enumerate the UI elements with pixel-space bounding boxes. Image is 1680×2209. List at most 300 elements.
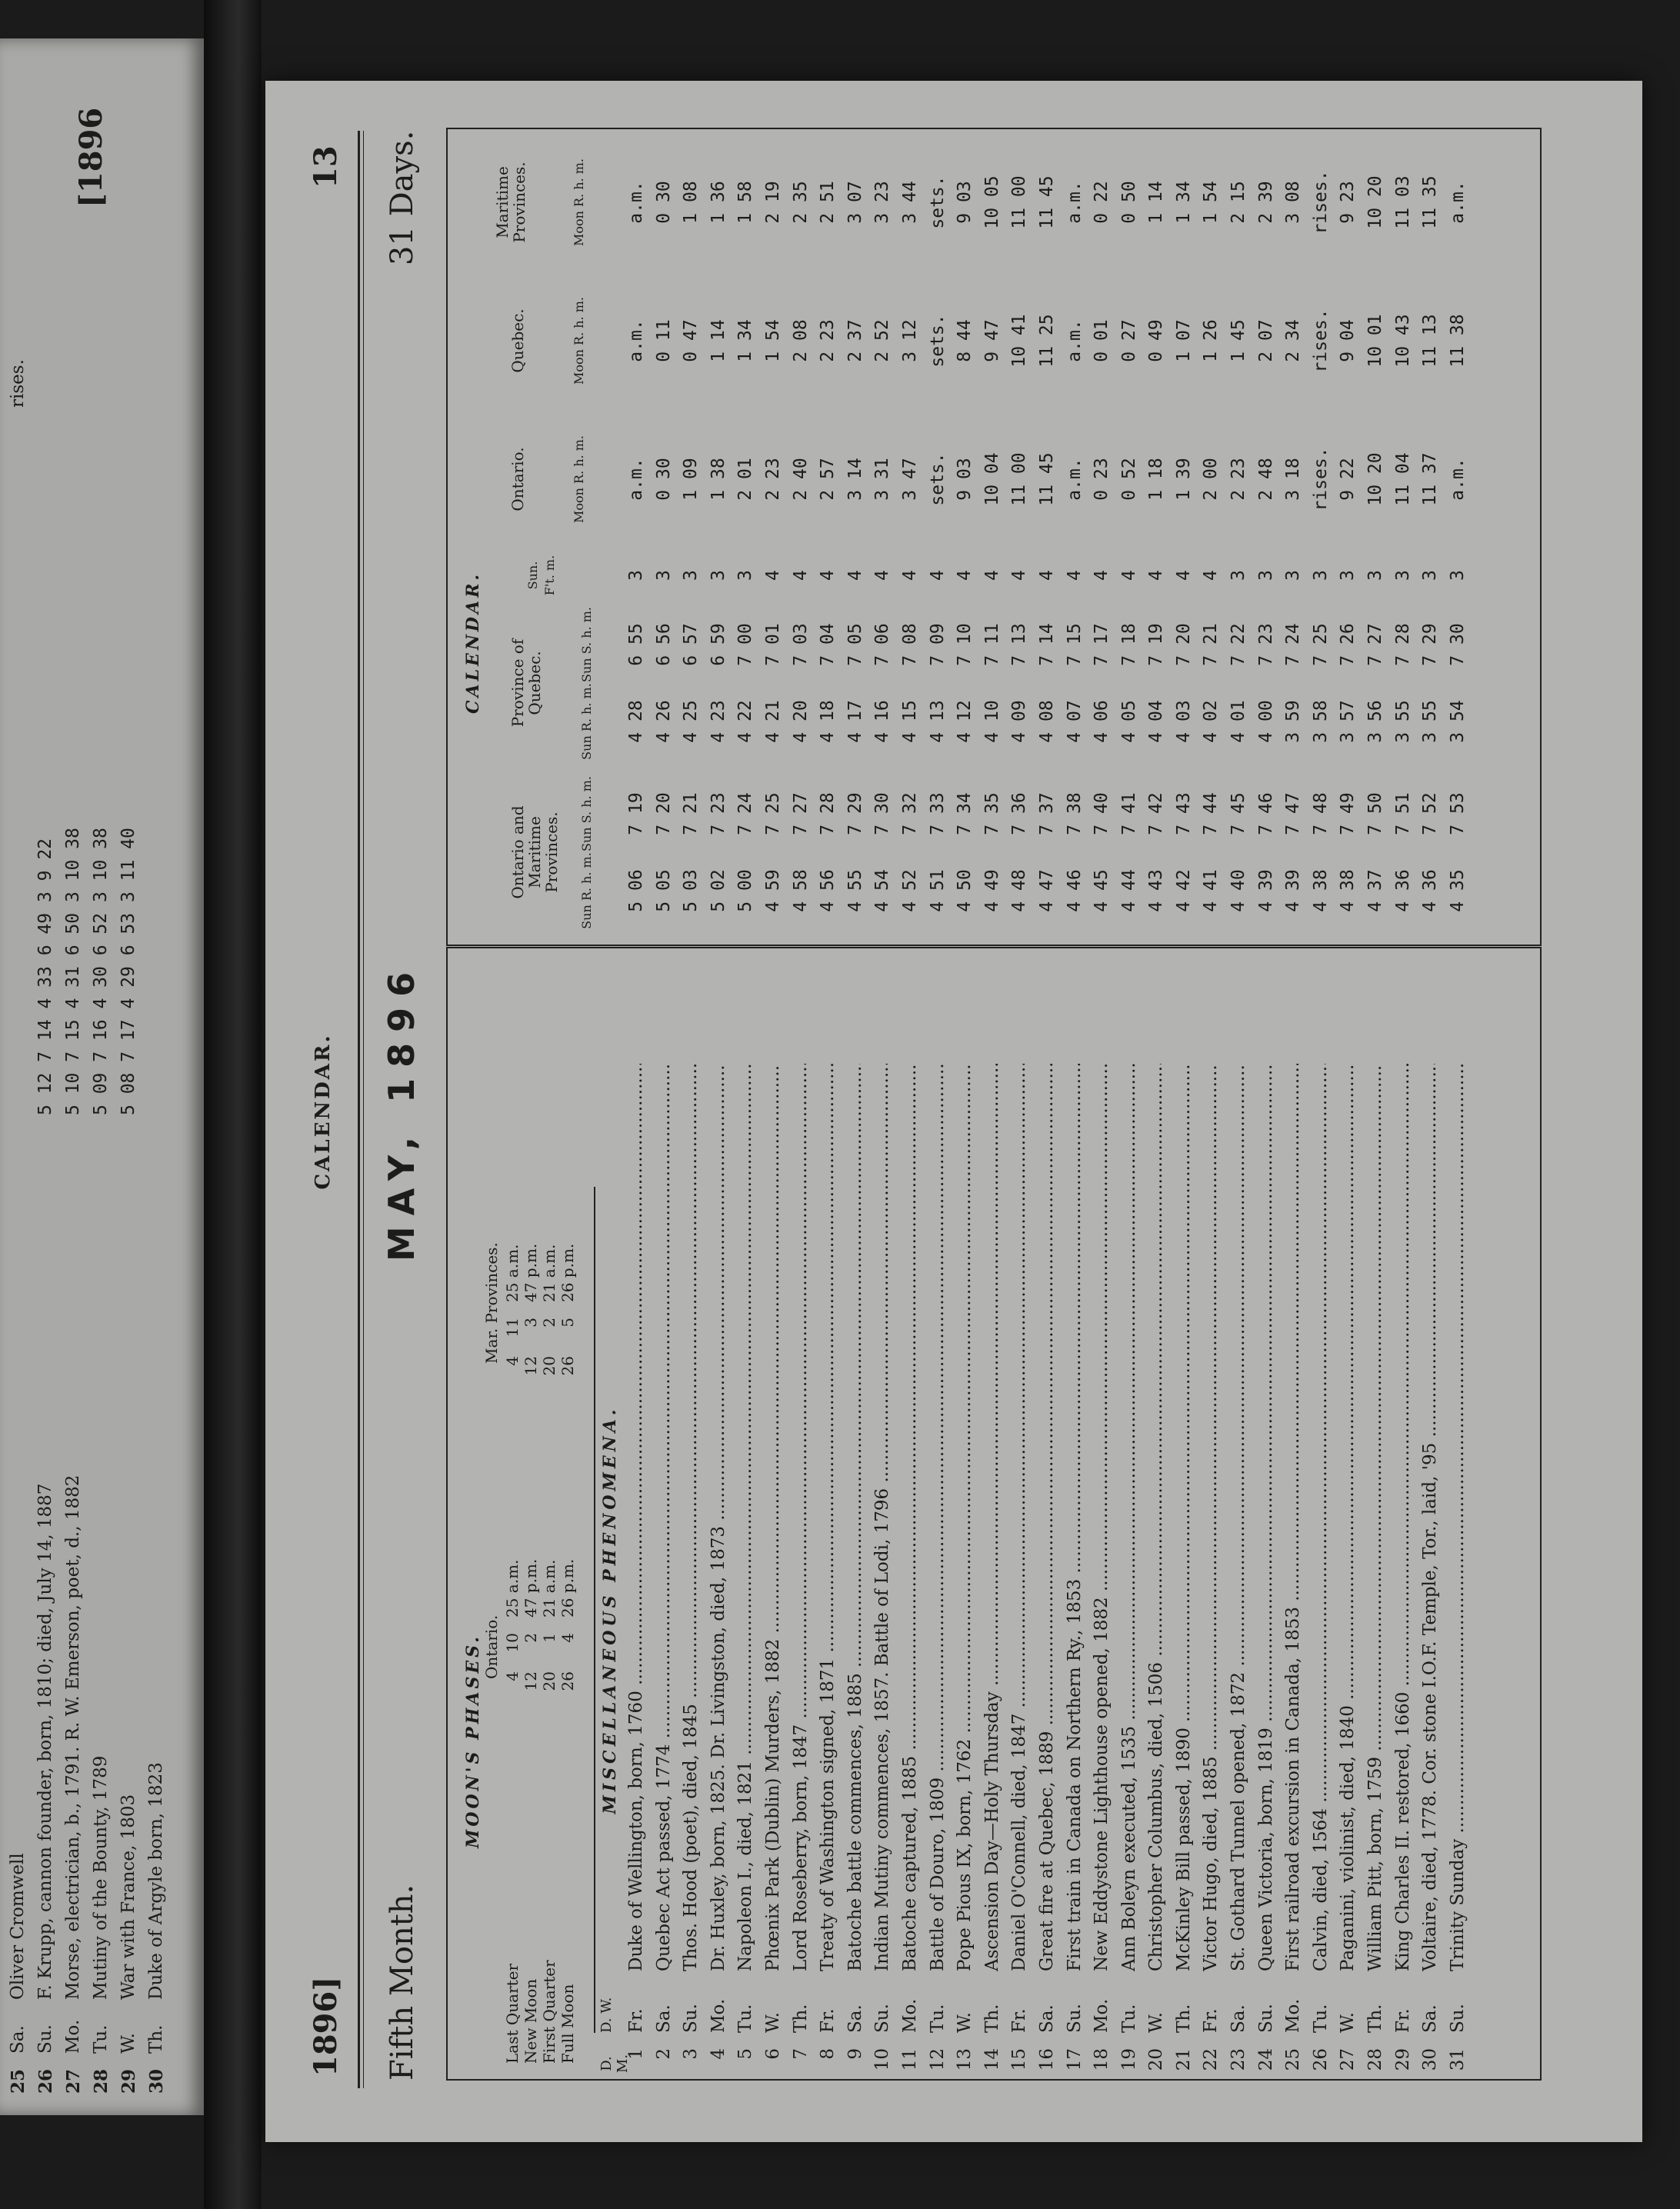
cell-qsr: 4 12 bbox=[955, 700, 975, 743]
cell-qm: 11 38 bbox=[1447, 314, 1468, 368]
previous-row bbox=[35, 331, 63, 2100]
cell-om: 2 48 bbox=[1255, 458, 1276, 501]
cell-qsr: 4 02 bbox=[1201, 700, 1222, 743]
month-label: Fifth Month. bbox=[385, 1884, 420, 2081]
cell-qm: 2 23 bbox=[818, 319, 838, 362]
table-row bbox=[654, 129, 682, 945]
day-of-month: 5 bbox=[735, 2048, 756, 2060]
cell-osr: 4 42 bbox=[1173, 869, 1194, 912]
cell-om: 1 39 bbox=[1173, 458, 1194, 501]
cell-mm: 3 08 bbox=[1283, 181, 1304, 224]
cell-ft: 4 bbox=[1092, 570, 1112, 581]
prev-event: Duke of Argyle born, 1823 bbox=[146, 1762, 166, 2000]
cell-om: 10 20 bbox=[1365, 452, 1386, 506]
table-row bbox=[872, 129, 900, 945]
cell-ft: 3 bbox=[1228, 570, 1249, 581]
event-text: Phœnix Park (Dublin) Murders, 1882 ..... bbox=[763, 1064, 783, 1971]
cell-qss: 7 22 bbox=[1228, 623, 1249, 666]
cell-ft: 3 bbox=[1310, 570, 1331, 581]
cell-qm: 11 25 bbox=[1036, 314, 1057, 368]
cell-qsr: 4 18 bbox=[818, 700, 838, 743]
cell-qss: 6 55 bbox=[626, 623, 646, 666]
cell-mm: 3 44 bbox=[899, 181, 920, 224]
phase-ont-min: 21 a.m. bbox=[540, 1559, 558, 1618]
phase-mar-day: 26 bbox=[558, 1356, 577, 1376]
cell-qsr: 4 00 bbox=[1255, 700, 1276, 743]
cell-qsr: 4 10 bbox=[982, 700, 1002, 743]
cell-qm: 1 54 bbox=[762, 319, 783, 362]
table-row bbox=[1146, 129, 1174, 945]
day-of-week: Fr. bbox=[1201, 2008, 1222, 2033]
table-row bbox=[818, 129, 845, 945]
table-row bbox=[791, 948, 818, 2079]
cell-om: 11 37 bbox=[1420, 452, 1441, 506]
cell-om: 11 04 bbox=[1392, 452, 1413, 506]
phase-mar-day: 20 bbox=[540, 1356, 558, 1376]
phase-day: 20 bbox=[540, 1671, 558, 1691]
cell-oss: 7 46 bbox=[1255, 792, 1276, 835]
table-row bbox=[1119, 948, 1147, 2079]
phase-day: 12 bbox=[522, 1671, 540, 1691]
table-row bbox=[818, 948, 845, 2079]
cell-oss: 7 49 bbox=[1338, 792, 1358, 835]
cell-osr: 4 51 bbox=[927, 869, 948, 912]
cell-om: 10 04 bbox=[982, 452, 1002, 506]
day-of-week: Sa. bbox=[1420, 2004, 1441, 2033]
cell-qsr: 4 23 bbox=[708, 700, 728, 743]
prev-dw: Su. bbox=[35, 2024, 55, 2054]
phase-day: 26 bbox=[558, 1671, 577, 1691]
day-of-month: 24 bbox=[1255, 2048, 1276, 2071]
cell-om: 9 03 bbox=[955, 458, 975, 501]
cell-qsr: 4 20 bbox=[790, 700, 811, 743]
day-of-month: 18 bbox=[1092, 2048, 1112, 2071]
phase-name: Last Quarter bbox=[503, 1963, 522, 2064]
previous-page-header: [1896 bbox=[73, 107, 109, 208]
cell-qss: 7 09 bbox=[927, 623, 948, 666]
table-row bbox=[1065, 948, 1092, 2079]
misc-phenomena-title: MISCELLANEOUS PHENOMENA. bbox=[594, 1187, 620, 2033]
prev-times: 5 08 7 17 4 29 6 53 3 11 40 bbox=[118, 828, 138, 1115]
day-of-week: Fr. bbox=[1392, 2008, 1413, 2033]
cell-om: a.m. bbox=[1064, 458, 1085, 501]
cell-om: 2 23 bbox=[762, 458, 783, 501]
cell-qss: 6 56 bbox=[653, 623, 674, 666]
event-text: Batoche captured, 1885 ..... bbox=[900, 1064, 920, 1971]
cell-qm: 1 34 bbox=[735, 319, 756, 362]
day-of-week: Tu. bbox=[735, 2004, 756, 2033]
cell-qm: 10 01 bbox=[1365, 314, 1386, 368]
cell-osr: 4 39 bbox=[1255, 869, 1276, 912]
table-row bbox=[1338, 129, 1365, 945]
cell-qm: 3 12 bbox=[899, 319, 920, 362]
table-row bbox=[626, 948, 654, 2079]
event-text: Duke of Wellington, born, 1760 ..... bbox=[626, 1064, 646, 1971]
table-row bbox=[1119, 129, 1147, 945]
cell-ft: 4 bbox=[1036, 570, 1057, 581]
cell-osr: 4 41 bbox=[1201, 869, 1222, 912]
cell-om: 0 30 bbox=[653, 458, 674, 501]
cell-om: 2 23 bbox=[1228, 458, 1249, 501]
cell-ft: 3 bbox=[1392, 570, 1413, 581]
day-of-month: 22 bbox=[1201, 2048, 1222, 2071]
cell-qsr: 4 16 bbox=[872, 700, 893, 743]
table-row bbox=[1256, 948, 1284, 2079]
table-row bbox=[681, 948, 708, 2079]
cell-osr: 4 49 bbox=[982, 869, 1002, 912]
cell-qm: rises. bbox=[1310, 308, 1331, 373]
phase-ont-hour: 4 bbox=[558, 1633, 577, 1643]
cell-oss: 7 25 bbox=[762, 792, 783, 835]
table-row bbox=[1338, 948, 1365, 2079]
day-of-week: Tu. bbox=[927, 2004, 948, 2033]
cell-qsr: 4 26 bbox=[653, 700, 674, 743]
cell-qsr: 4 03 bbox=[1173, 700, 1194, 743]
cell-ft: 4 bbox=[899, 570, 920, 581]
ont-sun-s-header: Sun S. h. m. bbox=[579, 776, 594, 851]
calendar-page bbox=[265, 81, 1642, 2142]
cell-qsr: 4 25 bbox=[681, 700, 702, 743]
cell-osr: 4 56 bbox=[818, 869, 838, 912]
que-sun-r-header: Sun R. h. m. bbox=[579, 683, 594, 760]
previous-row bbox=[118, 331, 146, 2100]
cell-qm: 1 45 bbox=[1228, 319, 1249, 362]
day-of-month: 17 bbox=[1064, 2048, 1085, 2071]
cell-osr: 5 00 bbox=[735, 869, 756, 912]
month-title: MAY, 1896 bbox=[381, 961, 422, 1262]
prev-day: 26 bbox=[35, 2069, 56, 2094]
cell-oss: 7 21 bbox=[681, 792, 702, 835]
prev-event: War with France, 1803 bbox=[118, 1794, 138, 2000]
previous-row bbox=[63, 331, 91, 2100]
cell-osr: 5 02 bbox=[708, 869, 728, 912]
table-row bbox=[982, 129, 1010, 945]
cell-oss: 7 29 bbox=[845, 792, 865, 835]
cell-mm: 2 15 bbox=[1228, 181, 1249, 224]
running-title: CALENDAR. bbox=[312, 1033, 335, 1190]
cell-ft: 4 bbox=[762, 570, 783, 581]
event-text: Battle of Douro, 1809 ..... bbox=[928, 1064, 948, 1971]
cell-mm: 3 23 bbox=[872, 181, 893, 224]
cell-qsr: 4 22 bbox=[735, 700, 756, 743]
prev-times: 5 10 7 15 4 31 6 50 3 10 38 bbox=[63, 828, 83, 1115]
event-text: Ascension Day—Holy Thursday ..... bbox=[982, 1064, 1002, 1971]
phase-ont-min: 47 p.m. bbox=[522, 1558, 540, 1618]
cell-ft: 4 bbox=[872, 570, 893, 581]
cell-om: 0 52 bbox=[1118, 458, 1139, 501]
day-of-month: 20 bbox=[1146, 2048, 1167, 2071]
prev-dw: Tu. bbox=[91, 2024, 111, 2054]
phase-mar-day: 4 bbox=[503, 1356, 522, 1366]
day-of-month: 6 bbox=[762, 2048, 783, 2060]
cell-oss: 7 45 bbox=[1228, 792, 1249, 835]
cell-qsr: 4 21 bbox=[762, 700, 783, 743]
table-row bbox=[735, 129, 763, 945]
cell-oss: 7 38 bbox=[1064, 792, 1085, 835]
cell-om: 3 18 bbox=[1283, 458, 1304, 501]
table-row bbox=[1228, 948, 1256, 2079]
cell-oss: 7 41 bbox=[1118, 792, 1139, 835]
phase-name: First Quarter bbox=[540, 1960, 558, 2064]
cell-ft: 3 bbox=[1365, 570, 1386, 581]
cell-qss: 7 18 bbox=[1118, 623, 1139, 666]
cell-osr: 4 38 bbox=[1338, 869, 1358, 912]
cell-qsr: 4 05 bbox=[1118, 700, 1139, 743]
prev-event: F. Krupp, cannon founder, born, 1810; died, July 14, 1887 bbox=[35, 1483, 55, 2000]
previous-row bbox=[8, 331, 35, 2100]
previous-page bbox=[0, 38, 204, 2115]
previous-page-content bbox=[0, 38, 204, 2115]
day-of-week: Mo. bbox=[708, 1998, 728, 2033]
phase-ont-min: 26 p.m. bbox=[558, 1558, 577, 1618]
cell-oss: 7 50 bbox=[1365, 792, 1386, 835]
phase-mar-day: 12 bbox=[522, 1356, 540, 1376]
cell-om: sets. bbox=[927, 452, 948, 506]
day-of-week: Mo. bbox=[899, 1998, 920, 2033]
cell-ft: 3 bbox=[1283, 570, 1304, 581]
cell-qss: 7 13 bbox=[1009, 623, 1030, 666]
cell-qm: 9 04 bbox=[1338, 319, 1358, 362]
event-text: Victor Hugo, died, 1885 ..... bbox=[1201, 1064, 1221, 1971]
cell-ft: 3 bbox=[1420, 570, 1441, 581]
cell-mm: rises. bbox=[1310, 170, 1331, 235]
day-of-month: 29 bbox=[1392, 2048, 1413, 2071]
cell-mm: 1 58 bbox=[735, 181, 756, 224]
day-of-month: 30 bbox=[1420, 2048, 1441, 2071]
mar-provinces-label: Mar. Provinces. bbox=[482, 1242, 501, 1364]
cell-ft: 4 bbox=[1201, 570, 1222, 581]
cell-om: 3 14 bbox=[845, 458, 865, 501]
day-of-week: W. bbox=[1146, 2012, 1167, 2033]
cell-mm: 0 50 bbox=[1118, 181, 1139, 224]
day-of-week: Sa. bbox=[1036, 2004, 1057, 2033]
moon-phase-row bbox=[503, 987, 522, 2064]
table-row bbox=[928, 129, 955, 945]
day-of-week: Su. bbox=[1447, 2004, 1468, 2033]
cell-qm: 1 07 bbox=[1173, 319, 1194, 362]
phase-mar-min: 26 p.m. bbox=[558, 1243, 577, 1302]
cell-osr: 4 47 bbox=[1036, 869, 1057, 912]
cell-qm: a.m. bbox=[626, 319, 646, 362]
cell-ft: 3 bbox=[681, 570, 702, 581]
cell-om: 2 01 bbox=[735, 458, 756, 501]
cell-mm: 11 35 bbox=[1420, 175, 1441, 229]
cell-mm: 0 22 bbox=[1092, 181, 1112, 224]
cell-osr: 4 36 bbox=[1392, 869, 1413, 912]
cell-qsr: 4 04 bbox=[1146, 700, 1167, 743]
cell-qm: 0 27 bbox=[1118, 319, 1139, 362]
cell-qss: 7 23 bbox=[1255, 623, 1276, 666]
dw-header: D. W. bbox=[598, 1997, 615, 2033]
prev-day: 30 bbox=[146, 2069, 167, 2094]
cell-oss: 7 23 bbox=[708, 792, 728, 835]
previous-row bbox=[91, 331, 118, 2100]
cell-ft: 3 bbox=[1447, 570, 1468, 581]
table-row bbox=[1448, 129, 1475, 945]
prev-day: 29 bbox=[118, 2069, 139, 2094]
table-row bbox=[791, 129, 818, 945]
cell-qm: 0 11 bbox=[653, 319, 674, 362]
cell-qm: 2 07 bbox=[1255, 319, 1276, 362]
table-row bbox=[1037, 129, 1065, 945]
phase-ont-hour: 2 bbox=[522, 1633, 540, 1643]
cell-qss: 7 08 bbox=[899, 623, 920, 666]
phase-mar-hour: 3 bbox=[522, 1318, 540, 1328]
cell-qss: 7 15 bbox=[1064, 623, 1085, 666]
days-label: 31 Days. bbox=[385, 130, 420, 265]
cell-qss: 7 25 bbox=[1310, 623, 1331, 666]
cell-osr: 4 54 bbox=[872, 869, 893, 912]
rotated-content bbox=[265, 81, 1642, 2142]
event-text: Trinity Sunday ..... bbox=[1448, 1064, 1468, 1971]
event-text: Queen Victoria, born, 1819 ..... bbox=[1256, 1064, 1276, 1971]
event-text: Pope Pious IX, born, 1762 ..... bbox=[955, 1064, 975, 1971]
cell-qss: 7 14 bbox=[1036, 623, 1057, 666]
cell-ft: 4 bbox=[955, 570, 975, 581]
cell-oss: 7 43 bbox=[1173, 792, 1194, 835]
cell-mm: 2 35 bbox=[790, 181, 811, 224]
phase-ont-min: 25 a.m. bbox=[503, 1559, 522, 1618]
phase-ont-hour: 1 bbox=[540, 1633, 558, 1643]
ont-sun-r-header: Sun R. h. m. bbox=[579, 852, 594, 929]
cell-qm: 8 44 bbox=[955, 319, 975, 362]
cell-om: 11 45 bbox=[1036, 452, 1057, 506]
cell-osr: 4 50 bbox=[955, 869, 975, 912]
day-of-month: 23 bbox=[1228, 2048, 1249, 2071]
prev-times: 5 09 7 16 4 30 6 52 3 10 38 bbox=[91, 828, 111, 1115]
cell-osr: 4 48 bbox=[1009, 869, 1030, 912]
day-of-month: 28 bbox=[1365, 2048, 1386, 2071]
cell-mm: 10 20 bbox=[1365, 175, 1386, 229]
cell-ft: 3 bbox=[653, 570, 674, 581]
day-of-week: Th. bbox=[1173, 2004, 1194, 2033]
moon-phase-row bbox=[522, 987, 540, 2064]
event-text: Thos. Hood (poet), died, 1845 ..... bbox=[681, 1064, 701, 1971]
day-of-month: 10 bbox=[872, 2048, 893, 2071]
cell-mm: sets. bbox=[927, 175, 948, 229]
previous-row bbox=[146, 331, 174, 2100]
cell-qm: 2 08 bbox=[790, 319, 811, 362]
table-row bbox=[872, 948, 900, 2079]
cell-ft: 3 bbox=[708, 570, 728, 581]
event-text: William Pitt, born, 1759 ..... bbox=[1365, 1064, 1385, 1971]
table-row bbox=[1420, 948, 1448, 2079]
cell-qss: 7 21 bbox=[1201, 623, 1222, 666]
phenomena-grid bbox=[626, 948, 1475, 2079]
cell-mm: a.m. bbox=[1064, 181, 1085, 224]
cell-qm: a.m. bbox=[1064, 319, 1085, 362]
cell-om: rises. bbox=[1310, 447, 1331, 511]
page-year: 1896] bbox=[308, 1976, 344, 2077]
ontario-label: Ontario. bbox=[482, 1614, 501, 1679]
day-of-month: 21 bbox=[1173, 2048, 1194, 2071]
phase-mar-min: 25 a.m. bbox=[503, 1244, 522, 1302]
day-of-month: 13 bbox=[955, 2048, 975, 2071]
cell-qsr: 4 08 bbox=[1036, 700, 1057, 743]
prev-times: 5 12 7 14 4 33 6 49 3 9 22 bbox=[35, 838, 55, 1115]
prev-dw: Sa. bbox=[8, 2025, 28, 2054]
que-moon-header: Moon R. h. m. bbox=[572, 297, 586, 385]
table-row bbox=[845, 129, 873, 945]
cell-qm: 1 14 bbox=[708, 319, 728, 362]
cell-om: 2 57 bbox=[818, 458, 838, 501]
cell-osr: 4 36 bbox=[1420, 869, 1441, 912]
prev-dw: Th. bbox=[146, 2024, 166, 2054]
day-of-month: 15 bbox=[1009, 2048, 1030, 2071]
table-row bbox=[1420, 129, 1448, 945]
cell-om: 3 31 bbox=[872, 458, 893, 501]
day-of-month: 31 bbox=[1447, 2048, 1468, 2071]
cell-qm: 2 37 bbox=[845, 319, 865, 362]
cell-ft: 3 bbox=[1255, 570, 1276, 581]
prev-day: 25 bbox=[8, 2069, 28, 2094]
cell-ft: 4 bbox=[790, 570, 811, 581]
cell-ft: 3 bbox=[735, 570, 756, 581]
day-of-month: 14 bbox=[982, 2048, 1002, 2071]
phase-mar-hour: 2 bbox=[540, 1318, 558, 1328]
cell-om: 1 09 bbox=[681, 458, 702, 501]
table-row bbox=[1393, 129, 1421, 945]
cell-ft: 4 bbox=[927, 570, 948, 581]
cell-ft: 4 bbox=[1173, 570, 1194, 581]
cell-qsr: 4 07 bbox=[1064, 700, 1085, 743]
table-row bbox=[1201, 948, 1228, 2079]
cell-om: 1 38 bbox=[708, 458, 728, 501]
event-text: Calvin, died, 1564 ..... bbox=[1311, 1064, 1331, 1971]
moon-phases-title: MOON'S PHASES. bbox=[463, 1634, 483, 1848]
cell-ft: 4 bbox=[982, 570, 1002, 581]
cell-osr: 4 58 bbox=[790, 869, 811, 912]
cell-om: 2 00 bbox=[1201, 458, 1222, 501]
cell-qm: 11 13 bbox=[1420, 314, 1441, 368]
cell-osr: 4 44 bbox=[1118, 869, 1139, 912]
day-of-month: 2 bbox=[653, 2048, 674, 2060]
cell-om: a.m. bbox=[1447, 458, 1468, 501]
cell-om: 11 00 bbox=[1009, 452, 1030, 506]
day-of-week: Tu. bbox=[1310, 2004, 1331, 2033]
moon-phase-row bbox=[540, 987, 558, 2064]
cell-qsr: 4 06 bbox=[1092, 700, 1112, 743]
table-row bbox=[1448, 948, 1475, 2079]
event-text: Dr. Huxley, born, 1825. Dr. Livingston, died, 1873 ..... bbox=[708, 1064, 728, 1971]
table-row bbox=[1037, 948, 1065, 2079]
cell-mm: 2 51 bbox=[818, 181, 838, 224]
prev-event: Morse, electrician, b., 1791. R. W. Emerson, poet, d., 1882 bbox=[63, 1474, 83, 2000]
cell-qss: 7 00 bbox=[735, 623, 756, 666]
event-text: Daniel O'Connell, died, 1847 ..... bbox=[1009, 1064, 1029, 1971]
cell-osr: 4 45 bbox=[1092, 869, 1112, 912]
cell-oss: 7 52 bbox=[1420, 792, 1441, 835]
day-of-month: 11 bbox=[899, 2048, 920, 2071]
table-row bbox=[626, 129, 654, 945]
day-of-week: Sa. bbox=[653, 2004, 674, 2033]
cell-mm: 1 34 bbox=[1173, 181, 1194, 224]
cell-qm: 0 47 bbox=[681, 319, 702, 362]
quebec-prov-header: Province of Quebec. bbox=[508, 638, 544, 728]
cell-osr: 4 37 bbox=[1365, 869, 1386, 912]
cell-qsr: 3 56 bbox=[1365, 700, 1386, 743]
que-sun-s-header: Sun S. h. m. bbox=[579, 607, 594, 682]
table-row bbox=[1393, 948, 1421, 2079]
event-text: Treaty of Washington signed, 1871 ..... bbox=[818, 1064, 838, 1971]
phase-mar-min: 21 a.m. bbox=[540, 1244, 558, 1302]
cell-mm: a.m. bbox=[626, 181, 646, 224]
cell-qm: 2 52 bbox=[872, 319, 893, 362]
table-row bbox=[654, 948, 682, 2079]
cell-oss: 7 27 bbox=[790, 792, 811, 835]
cell-mm: 2 19 bbox=[762, 181, 783, 224]
cell-qm: 1 26 bbox=[1201, 319, 1222, 362]
